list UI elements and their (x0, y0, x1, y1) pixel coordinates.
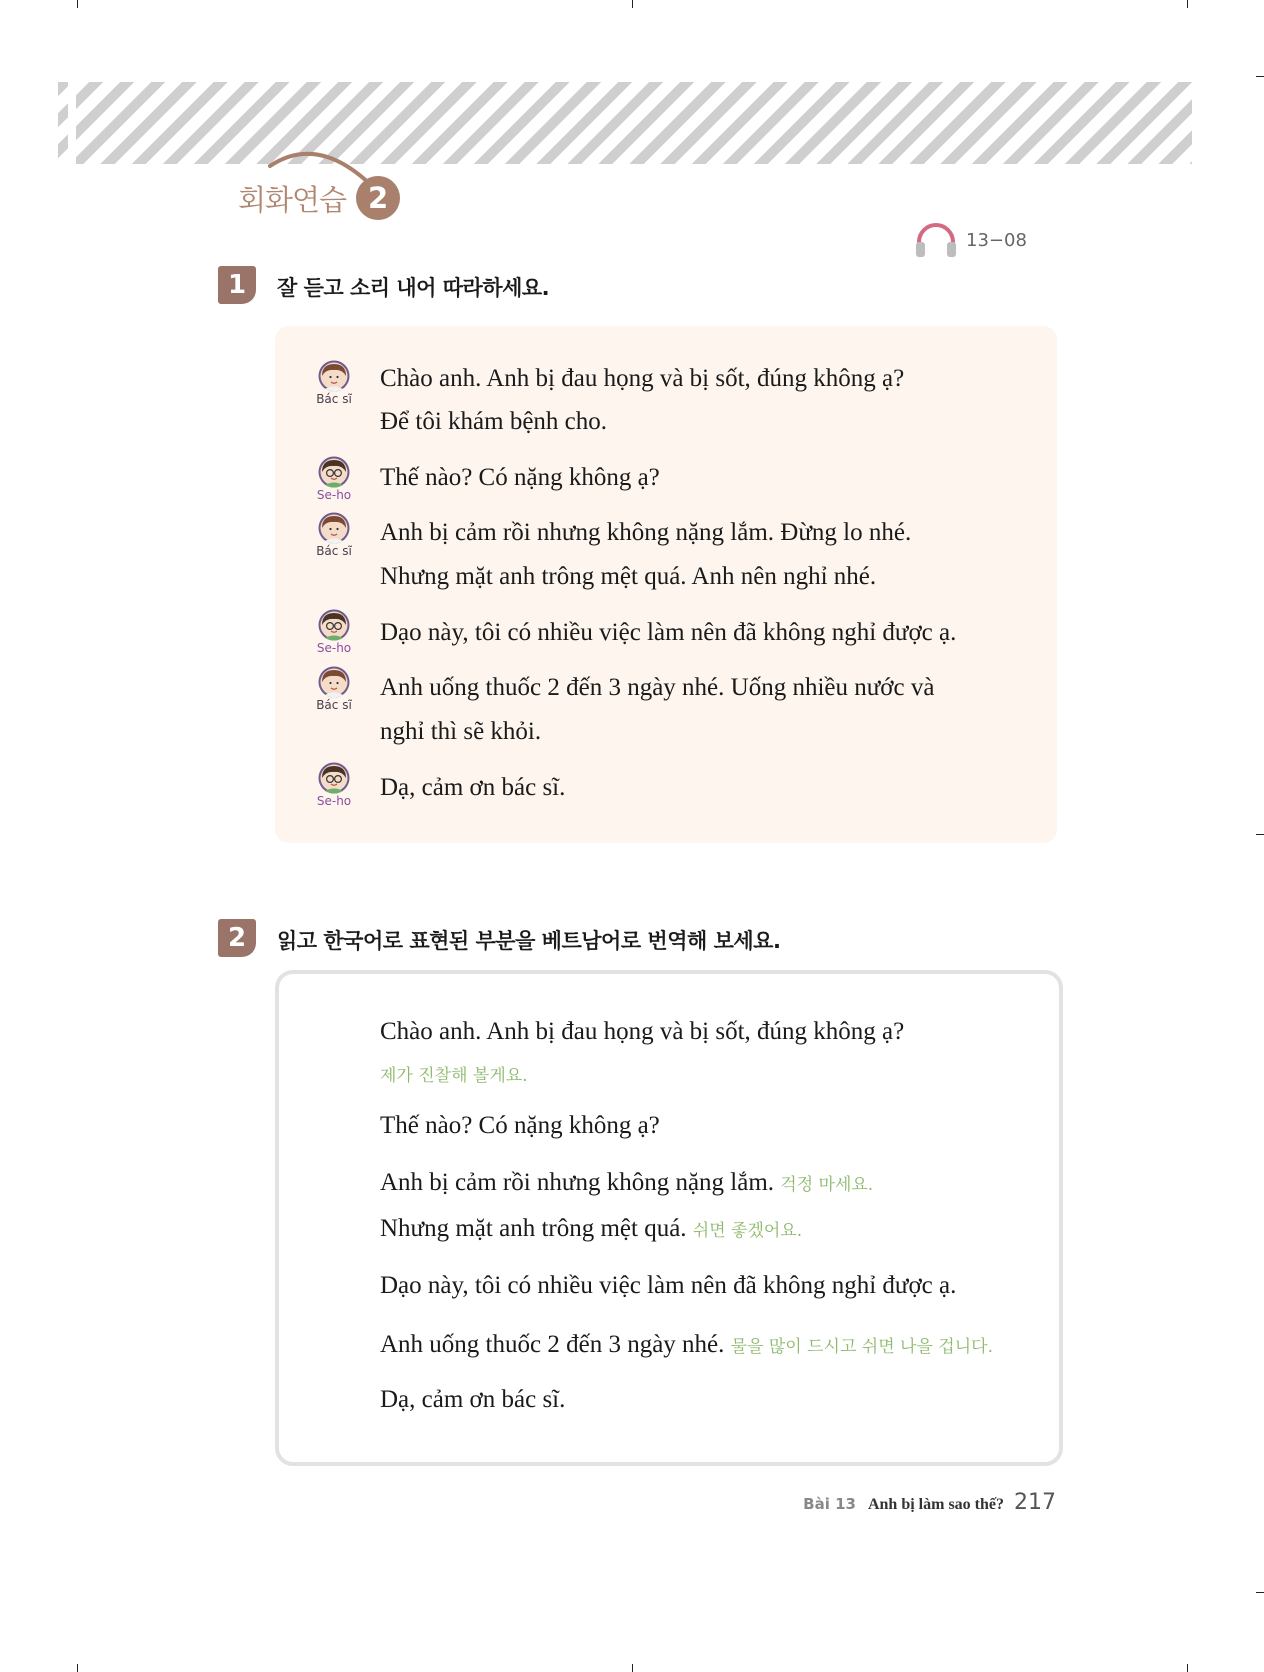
task1-speaker (312, 762, 356, 808)
task-2-korean-phrase: 쉬면 좋겠어요. (692, 1221, 803, 1241)
seho-avatar-icon (318, 762, 350, 794)
task-1-line: Thế nào? Có nặng không ạ? (380, 464, 660, 491)
page-footer (803, 1490, 1056, 1515)
doctor-avatar-icon (318, 666, 350, 698)
task-2-korean-phrase: 물을 많이 드시고 쉬면 나을 겁니다. (730, 1337, 993, 1357)
speaker-name: Bác sĩ (316, 698, 352, 712)
vi-text: Anh uống thuốc 2 đến 3 ngày nhé. (380, 1331, 725, 1358)
task-2-korean-phrase: 걱정 마세요. (780, 1175, 874, 1195)
task1-speaker (312, 456, 356, 502)
task-1-line: Để tôi khám bệnh cho. (380, 408, 608, 435)
task1-speaker (312, 512, 356, 558)
header-stripe-band (58, 82, 1192, 164)
task-2-line: Dạ, cảm ơn bác sĩ. (380, 1386, 566, 1413)
header-stripe-gap (68, 82, 76, 164)
speaker-name: Bác sĩ (316, 392, 352, 406)
task-2-line: Thế nào? Có nặng không ạ? (380, 1112, 660, 1139)
audio-track[interactable] (914, 222, 1027, 258)
vi-text: Nhưng mặt anh trông mệt quá. (380, 1215, 687, 1242)
audio-track-code: 13−08 (966, 229, 1027, 251)
task-2-line (380, 1169, 873, 1197)
crop-mark (1256, 1592, 1264, 1593)
crop-mark (1187, 1664, 1188, 1672)
task1-speaker (312, 609, 356, 655)
speaker-name: Se-ho (316, 794, 352, 808)
seho-avatar-icon (318, 609, 350, 641)
speaker-name: Bác sĩ (316, 544, 352, 558)
headphones-icon[interactable] (914, 222, 958, 258)
footer-lesson: Bài 13 (803, 1495, 856, 1513)
task1-speaker (312, 666, 356, 712)
doctor-avatar-icon (318, 512, 350, 544)
task-1-line: Anh uống thuốc 2 đến 3 ngày nhé. Uống nhiều nước và (380, 674, 935, 701)
task-2-line (380, 1215, 802, 1243)
crop-mark (1256, 834, 1264, 835)
crop-mark (1187, 0, 1188, 8)
crop-mark (632, 0, 633, 8)
section-title (238, 176, 400, 220)
crop-mark (77, 0, 78, 8)
task-2-line: Chào anh. Anh bị đau họng và bị sốt, đúng không ạ? (380, 1018, 905, 1045)
speaker-name: Se-ho (316, 641, 352, 655)
section-number-badge: 2 (356, 176, 400, 220)
task-2-line (380, 1331, 993, 1359)
crop-mark (77, 1664, 78, 1672)
crop-mark (1256, 76, 1264, 77)
task-1-instruction: 잘 듣고 소리 내어 따라하세요. (277, 276, 550, 300)
footer-title: Anh bị làm sao thế? (867, 1496, 1004, 1513)
page-number: 217 (1014, 1490, 1056, 1515)
task-2-line: Dạo này, tôi có nhiều việc làm nên đã không nghỉ được ạ. (380, 1272, 957, 1299)
task1-speaker (312, 360, 356, 406)
crop-mark (632, 1664, 633, 1672)
task-1-line: Nhưng mặt anh trông mệt quá. Anh nên nghỉ nhé. (380, 563, 877, 590)
task-1-line: Anh bị cảm rồi nhưng không nặng lắm. Đừng lo nhé. (380, 519, 912, 546)
task-1-line: Dạo này, tôi có nhiều việc làm nên đã không nghỉ được ạ. (380, 619, 957, 646)
vi-text: Anh bị cảm rồi nhưng không nặng lắm. (380, 1169, 775, 1196)
speaker-name: Se-ho (316, 488, 352, 502)
task-1-line: Chào anh. Anh bị đau họng và bị sốt, đúng không ạ? (380, 365, 905, 392)
section-title-text: 회화연습 (238, 182, 347, 217)
task-2-number: 2 (218, 919, 256, 957)
task-1-line: nghỉ thì sẽ khỏi. (380, 718, 542, 745)
task-1-line: Dạ, cảm ơn bác sĩ. (380, 774, 566, 801)
seho-avatar-icon (318, 456, 350, 488)
task-1-number: 1 (218, 266, 256, 304)
task-2-instruction: 읽고 한국어로 표현된 부분을 베트남어로 번역해 보세요. (277, 929, 781, 953)
task-2-korean-phrase: 제가 진찰해 볼게요. (380, 1066, 528, 1086)
doctor-avatar-icon (318, 360, 350, 392)
